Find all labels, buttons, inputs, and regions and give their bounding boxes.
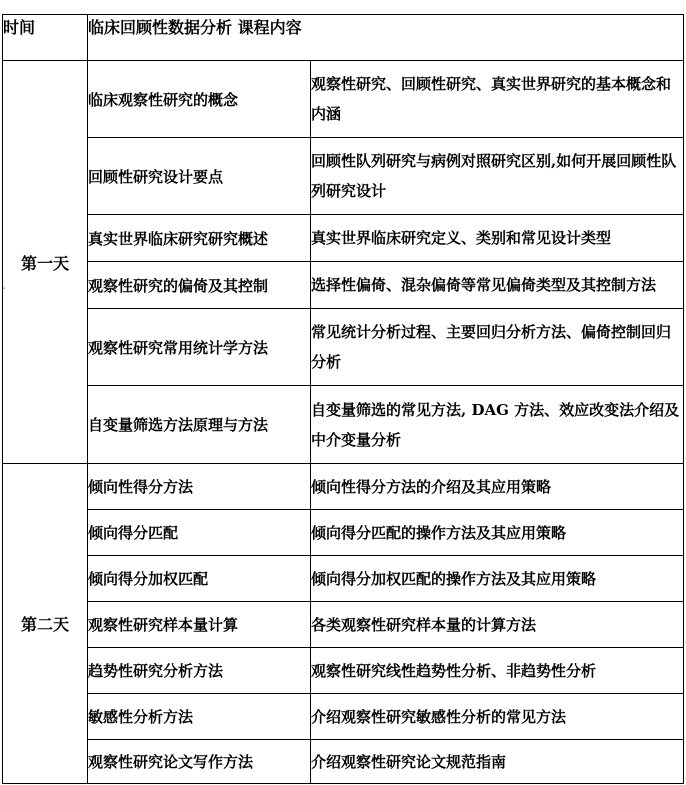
description-cell: 各类观察性研究样本量的计算方法 [311,602,684,648]
topic-cell: 真实世界临床研究研究概述 [88,215,311,262]
table-row [3,138,684,215]
table-row [3,464,684,510]
topic-cell: 趋势性研究分析方法 [88,648,311,694]
table-row [3,309,684,386]
description-cell: 真实世界临床研究定义、类别和常见设计类型 [311,215,684,262]
description-cell: 倾向性得分方法的介绍及其应用策略 [311,464,684,510]
table-row [3,61,684,138]
description-cell: 介绍观察性研究敏感性分析的常见方法 [311,694,684,740]
table-row [3,648,684,694]
header-time: 时间 [3,15,88,61]
description-cell: 选择性偏倚、混杂偏倚等常见偏倚类型及其控制方法 [311,262,684,309]
topic-cell: 观察性研究论文写作方法 [88,740,311,784]
description-cell: 自变量筛选的常见方法, DAG 方法、效应改变法介绍及中介变量分析 [311,386,684,464]
day-label-1: 第一天 [3,61,88,464]
header-course-content: 临床回顾性数据分析 课程内容 [88,15,684,61]
description-cell: 回顾性队列研究与病例对照研究区别,如何开展回顾性队列研究设计 [311,138,684,215]
topic-cell: 观察性研究样本量计算 [88,602,311,648]
topic-cell: 倾向性得分方法 [88,464,311,510]
table-row [3,262,684,309]
description-cell: 介绍观察性研究论文规范指南 [311,740,684,784]
description-cell: 倾向得分匹配的操作方法及其应用策略 [311,510,684,556]
topic-cell: 回顾性研究设计要点 [88,138,311,215]
margin-mark: - [2,283,6,294]
table-header-row [3,15,684,61]
table-row [3,510,684,556]
table-row [3,386,684,464]
day-label-2: 第二天 [3,464,88,784]
description-cell: 观察性研究、回顾性研究、真实世界研究的基本概念和内涵 [311,61,684,138]
topic-cell: 敏感性分析方法 [88,694,311,740]
topic-cell: 观察性研究常用统计学方法 [88,309,311,386]
description-cell: 倾向得分加权匹配的操作方法及其应用策略 [311,556,684,602]
table-row [3,215,684,262]
table-row [3,556,684,602]
description-cell: 常见统计分析过程、主要回归分析方法、偏倚控制回归分析 [311,309,684,386]
topic-cell: 倾向得分匹配 [88,510,311,556]
topic-cell: 临床观察性研究的概念 [88,61,311,138]
topic-cell: 观察性研究的偏倚及其控制 [88,262,311,309]
course-schedule-table [2,14,684,784]
description-cell: 观察性研究线性趋势性分析、非趋势性分析 [311,648,684,694]
table-row [3,602,684,648]
topic-cell: 自变量筛选方法原理与方法 [88,386,311,464]
table-row [3,694,684,740]
topic-cell: 倾向得分加权匹配 [88,556,311,602]
table-row [3,740,684,784]
